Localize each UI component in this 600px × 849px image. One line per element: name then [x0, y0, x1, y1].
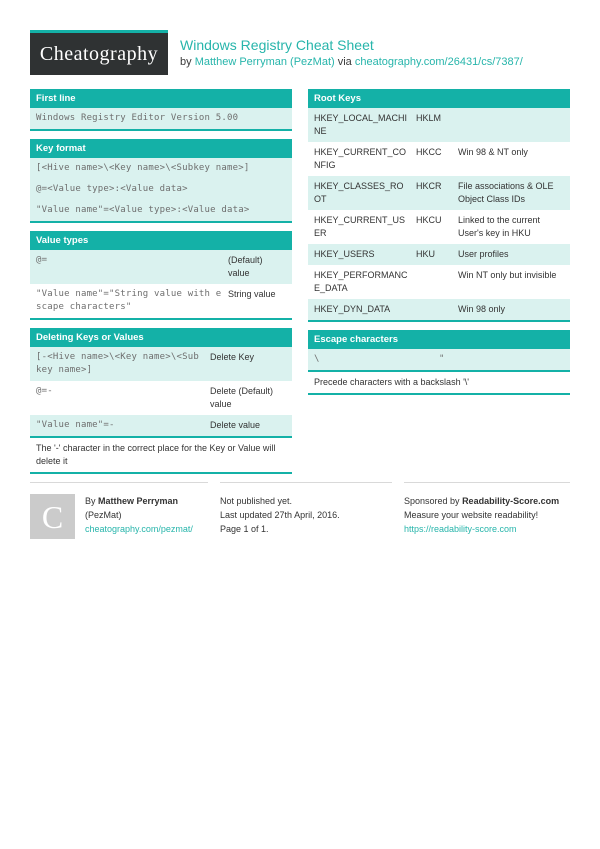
code-line: Windows Registry Editor Version 5.00 — [30, 108, 292, 129]
page-header — [30, 30, 570, 75]
page-title: Windows Registry Cheat Sheet — [180, 37, 374, 53]
table-row — [30, 415, 292, 436]
code-cell: @=- — [36, 386, 53, 396]
footer-meta-block — [220, 482, 392, 539]
section-deleting — [30, 328, 292, 474]
rootkey-abbr: HKU — [416, 249, 436, 259]
by-label: by — [180, 56, 192, 68]
rootkey-abbr: HKCC — [416, 147, 442, 157]
sponsored-by-label: Sponsored by — [404, 496, 460, 506]
section-title: Root Keys — [308, 89, 570, 108]
rootkey-desc: Linked to the current User's key in HKU — [458, 215, 541, 238]
section-title: Deleting Keys or Values — [30, 328, 292, 347]
label-cell: Delete value — [210, 420, 261, 430]
footer-author-name: Matthew Perryman — [98, 496, 179, 506]
table-row — [30, 347, 292, 381]
footer-sponsor-block — [404, 482, 570, 539]
footer-author-block — [30, 482, 208, 539]
publish-status: Not published yet. — [220, 496, 293, 506]
section-escape-characters — [308, 330, 570, 395]
left-column — [30, 89, 292, 474]
rootkey-abbr — [416, 269, 452, 295]
table-row — [308, 210, 570, 244]
right-column — [308, 89, 570, 474]
section-title: Value types — [30, 231, 292, 250]
code-cell: "Value name"=- — [36, 420, 115, 430]
section-root-keys — [308, 89, 570, 322]
rootkey-abbr — [416, 303, 452, 316]
header-text — [180, 30, 523, 70]
footer-by-label: By — [85, 496, 96, 506]
rootkey-desc: Win NT only but invisible — [458, 270, 557, 280]
section-key-format — [30, 139, 292, 223]
rootkey-desc: Win 98 & NT only — [458, 147, 528, 157]
code-cell: "Value name"="String value with escape characters" — [36, 289, 222, 312]
cheatography-c-logo[interactable] — [30, 494, 75, 539]
table-row — [30, 284, 292, 318]
table-row — [30, 381, 292, 415]
sponsor-link[interactable]: https://readability-score.com — [404, 524, 517, 534]
code-line: @=<Value type>:<Value data> — [30, 179, 292, 200]
label-cell: Delete (Default) value — [210, 386, 274, 409]
rootkey-desc: File associations & OLE Object Class IDs — [458, 181, 554, 204]
rootkey-name: HKEY_LOCAL_MACHINE — [314, 113, 408, 136]
last-updated: Last updated 27th April, 2016. — [220, 510, 340, 520]
rootkey-desc: Win 98 only — [458, 304, 506, 314]
page-count: Page 1 of 1. — [220, 524, 269, 534]
code-line: "Value name"=<Value type>:<Value data> — [30, 200, 292, 221]
label-cell: String value — [228, 289, 276, 299]
code-line: [<Hive name>\<Key name>\<Subkey name>] — [30, 158, 292, 179]
source-link[interactable]: cheatography.com/26431/cs/7387/ — [354, 56, 523, 68]
table-row — [308, 108, 570, 142]
table-row — [308, 244, 570, 265]
code-cell: [-<Hive name>\<Key name>\<Subkey name>] — [36, 352, 199, 375]
sponsor-name: Readability-Score.com — [462, 496, 560, 506]
section-first-line — [30, 89, 292, 131]
footer-author-text — [85, 494, 208, 539]
rootkey-desc — [458, 112, 564, 138]
rootkey-name: HKEY_USERS — [314, 249, 375, 259]
c-logo-letter: C — [41, 498, 64, 535]
author-link[interactable]: Matthew Perryman (PezMat) — [194, 56, 335, 68]
footer-byline — [85, 494, 208, 522]
rootkey-desc: User profiles — [458, 249, 509, 259]
sponsor-line — [404, 494, 570, 508]
table-row — [308, 265, 570, 299]
table-row — [308, 349, 570, 370]
table-row — [308, 176, 570, 210]
table-row — [30, 250, 292, 284]
table-row — [308, 299, 570, 320]
code-cell: @= — [36, 255, 48, 265]
rootkey-name: HKEY_CLASSES_ROOT — [314, 181, 404, 204]
page-footer — [30, 482, 570, 539]
byline — [180, 54, 523, 70]
cheatography-logo[interactable] — [30, 30, 168, 75]
escape-char-cell: \ — [314, 354, 320, 364]
label-cell: (Default) value — [228, 255, 263, 278]
footer-profile-link[interactable]: cheatography.com/pezmat/ — [85, 524, 193, 534]
rootkey-abbr: HKLM — [416, 113, 442, 123]
section-note: The '-' character in the correct place for the Key or Value will delete it — [30, 436, 292, 472]
table-row — [308, 142, 570, 176]
rootkey-name: HKEY_DYN_DATA — [314, 304, 391, 314]
via-label: via — [337, 56, 352, 68]
section-title: Escape characters — [308, 330, 570, 349]
sponsor-tagline: Measure your website readability! — [404, 510, 539, 520]
section-title: First line — [30, 89, 292, 108]
rootkey-abbr: HKCR — [416, 181, 442, 191]
section-value-types — [30, 231, 292, 320]
rootkey-name: HKEY_CURRENT_CONFIG — [314, 147, 407, 170]
cheatography-logo-text: Cheatography — [39, 42, 159, 65]
rootkey-name: HKEY_CURRENT_USER — [314, 215, 406, 238]
label-cell: Delete Key — [210, 352, 255, 362]
section-title: Key format — [30, 139, 292, 158]
footer-author-suffix: (PezMat) — [85, 510, 122, 520]
columns — [30, 89, 570, 474]
rootkey-abbr: HKCU — [416, 215, 442, 225]
rootkey-name: HKEY_PERFORMANCE_DATA — [314, 270, 408, 293]
escape-char-cell: " — [439, 354, 445, 364]
section-note: Precede characters with a backslash '\' — [308, 370, 570, 393]
